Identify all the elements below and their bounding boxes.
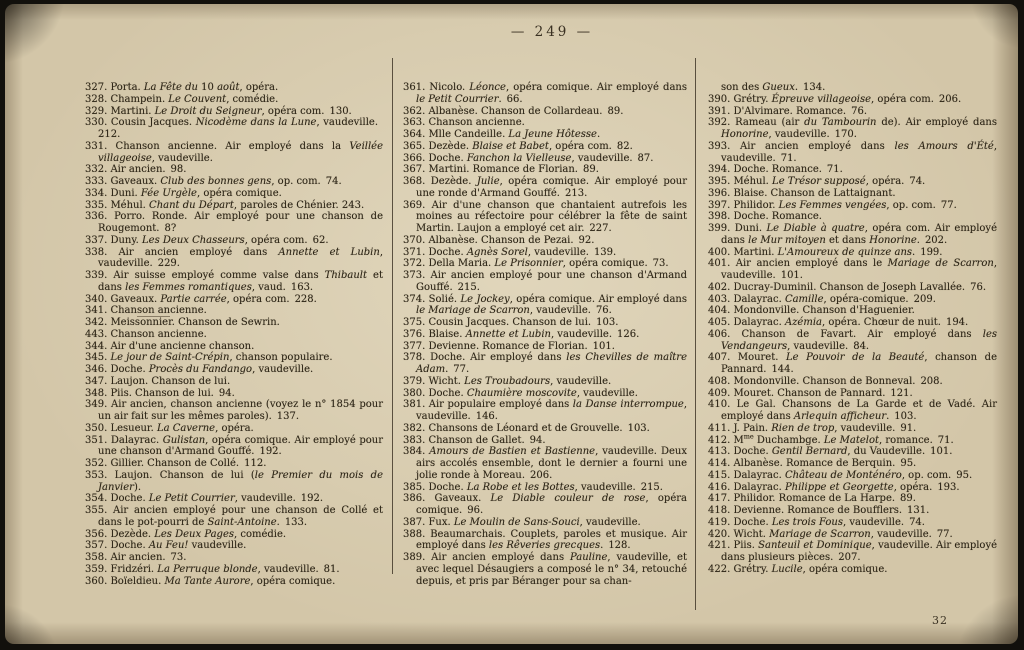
index-entry: 344. Air d'une ancienne chanson. — [85, 340, 255, 352]
index-entry: 354. Doche. Le Petit Courrier, vaudeville. 192. — [85, 493, 324, 505]
index-entry: 385. Doche. La Robe et les Bottes, vaudeville. 215. — [403, 481, 663, 493]
index-entry: 346. Doche. Procès du Fandango, vaudeville. — [85, 364, 314, 375]
index-entry: 415. Dalayrac. Château de Monténéro, op. com. 95. — [708, 469, 973, 481]
index-entry: 339. Air suisse employé comme valse dans Thibault et dans les Femmes romantiques, vaud. 163. — [85, 270, 383, 293]
column-divider-right — [695, 58, 696, 610]
index-entry: 373. Air ancien employé pour une chanson d'Armand Gouffé. 215. — [403, 270, 687, 293]
index-entry: 422. Grétry. Lucile, opéra comique. — [708, 563, 888, 575]
index-entry: 331. Chanson ancienne. Air employé dans la Veillée villageoise, vaudeville. — [85, 140, 383, 164]
index-entry: 338. Air ancien employé dans Annette et Lubin, vaudeville. 229. — [85, 246, 383, 270]
index-entry: 353. Laujon. Chanson de lui (le Premier du mois de Janvier). — [85, 469, 383, 493]
index-entry: son des Gueux. 134. — [721, 82, 826, 93]
index-entry: 416. Dalayrac. Philippe et Georgette, opéra. 193. — [708, 481, 960, 493]
index-entry: 347. Laujon. Chanson de lui. — [85, 375, 231, 387]
index-entry: 337. Duny. Les Deux Chasseurs, opéra com. 62. — [85, 234, 329, 246]
index-entry: 349. Air ancien, chanson ancienne (voyez le n° 1854 pour un air fait sur les mêmes paroles). 137. — [85, 399, 383, 422]
index-column-2 — [403, 82, 687, 587]
index-entry: 355. Air ancien employé pour une chanson de Collé et dans le pot-pourri de Saint-Antoine. 133. — [85, 505, 383, 528]
index-entry: 414. Albanèse. Romance de Berquin. 95. — [708, 458, 917, 469]
index-entry: 360. Boïeldieu. Ma Tante Aurore, opéra comique. — [85, 575, 336, 587]
index-entry: 413. Doche. Gentil Bernard, du Vaudeville. 101. — [708, 446, 953, 458]
index-entry: 368. Dezède. Julie, opéra comique. Air employé pour une ronde d'Armand Gouffé. 213. — [403, 176, 687, 199]
index-entry: 333. Gaveaux. Club des bonnes gens, op. com. 74. — [85, 176, 342, 187]
index-entry: 378. Doche. Air employé dans les Chevilles de maître Adam. 77. — [403, 352, 687, 375]
index-entry: 374. Solié. Le Jockey, opéra comique. Air employé dans le Mariage de Scarron, vaudeville. 76. — [403, 293, 687, 317]
index-entry: 390. Grétry. Épreuve villageoise, opéra com. 206. — [708, 93, 962, 105]
index-entry: 420. Wicht. Mariage de Scarron, vaudeville. 77. — [708, 528, 953, 540]
index-entry: 399. Duni. Le Diable à quatre, opéra com. Air employé dans le Mur mitoyen et dans Honorine. 202. — [708, 223, 997, 246]
index-entry: 401. Air ancien employé dans le Mariage de Scarron, vaudeville. 101. — [708, 258, 997, 281]
index-entry: 370. Albanèse. Chanson de Pezai. 92. — [403, 234, 595, 246]
index-entry: 366. Doche. Fanchon la Vielleuse, vaudeville. 87. — [403, 152, 654, 164]
index-entry: 362. Albanèse. Chanson de Collardeau. 89. — [403, 105, 624, 117]
signature-mark: 32 — [932, 614, 948, 627]
index-entry: 409. Mouret. Chanson de Pannard. 121. — [708, 387, 913, 399]
book-page — [5, 4, 1018, 644]
index-entry: 391. D'Alvimare. Romance. 76. — [708, 105, 868, 117]
index-entry: 400. Martini. L'Amoureux de quinze ans. 199. — [708, 246, 943, 258]
index-entry: 329. Martini. Le Droit du Seigneur, opéra com. 130. — [85, 105, 352, 117]
index-entry: 387. Fux. Le Moulin de Sans-Souci, vaudeville. — [403, 516, 641, 528]
index-entry: 379. Wicht. Les Troubadours, vaudeville. — [403, 375, 612, 387]
index-entry: 342. Meissonnier. Chanson de Sewrin. — [85, 317, 280, 328]
index-entry: 336. Porro. Ronde. Air employé pour une chanson de Rougemont. 8? — [85, 211, 383, 234]
index-entry: 348. Piis. Chanson de lui. 94. — [85, 387, 235, 399]
index-entry: 412. $M^{me}$ Duchambge. Le Matelot, romance. 71. — [708, 432, 954, 446]
index-entry: 334. Duni. Fée Urgèle, opéra comique. — [85, 187, 282, 199]
index-entry: 363. Chanson ancienne. — [403, 117, 525, 129]
index-entry: 376. Blaise. Annette et Lubin, vaudeville. 126. — [403, 328, 640, 340]
index-column-3 — [708, 82, 997, 576]
index-entry: 365. Dezède. Blaise et Babet, opéra com. 82. — [403, 140, 633, 152]
index-entry: 350. Lesueur. La Caverne, opéra. — [85, 422, 254, 434]
index-entry: 397. Philidor. Les Femmes vengées, op. com. 77. — [708, 199, 957, 211]
index-entry: 357. Doche. Au Feu! vaudeville. — [85, 540, 247, 552]
index-entry: 398. Doche. Romance. — [708, 211, 822, 223]
index-entry: 403. Dalayrac. Camille, opéra-comique. 209. — [708, 293, 936, 305]
index-entry: 328. Champein. Le Couvent, comédie. — [85, 93, 279, 105]
index-entry: 402. Ducray-Duminil. Chanson de Joseph Lavallée. 76. — [708, 281, 986, 293]
index-entry: 388. Beaumarchais. Couplets, paroles et musique. Air employé dans les Rêveries grecques. 128. — [403, 528, 687, 552]
index-entry: 393. Air ancien employé dans les Amours d'Été, vaudeville. 71. — [708, 140, 997, 164]
index-entry: 389. Air ancien employé dans Pauline, vaudeville, et avec lequel Désaugiers a composé le n° 34, retouché depuis, et pris par Béranger pour sa chan- — [403, 552, 687, 587]
index-entry: 351. Dalayrac. Gulistan, opéra comique. Air employé pour une chanson d'Armand Gouffé. 192. — [85, 434, 383, 458]
index-entry: 392. Rameau (air du Tambourin de). Air employé dans Honorine, vaudeville. 170. — [708, 117, 997, 140]
index-entry: 410. Le Gal. Chansons de La Garde et de Vadé. Air employé dans Arlequin afficheur. 103. — [708, 399, 997, 422]
index-entry: 417. Philidor. Romance de La Harpe. 89. — [708, 493, 916, 505]
page-number-header: — 249 — — [510, 24, 594, 40]
index-entry: 358. Air ancien. 73. — [85, 552, 187, 563]
index-entry: 375. Cousin Jacques. Chanson de lui. 103. — [403, 317, 619, 328]
index-entry: 341. Chanson ancienne. — [85, 305, 207, 317]
index-entry: 407. Mouret. Le Pouvoir de la Beauté, chanson de Pannard. 144. — [708, 352, 998, 375]
index-entry: 384. Amours de Bastien et Bastienne, vaudeville. Deux airs accolés ensemble, dont le dernier a fourni une jolie ronde à Moreau. 206. — [403, 446, 687, 481]
index-entry: 443. Chanson ancienne. — [85, 328, 207, 340]
index-entry: 405. Dalayrac. Azémia, opéra. Chœur de nuit. 194. — [708, 317, 969, 328]
index-entry: 404. Mondonville. Chanson d'Haguenier. — [708, 305, 915, 317]
index-entry: 418. Devienne. Romance de Boufflers. 131. — [708, 505, 930, 516]
index-entry: 371. Doche. Agnès Sorel, vaudeville. 139. — [403, 246, 617, 258]
index-entry: 386. Gaveaux. Le Diable couleur de rose, opéra comique. 96. — [403, 493, 687, 516]
index-entry: 356. Dezède. Les Deux Pages, comédie. — [85, 528, 287, 540]
index-entry: 419. Doche. Les trois Fous, vaudeville. 74. — [708, 516, 925, 528]
index-entry: 345. Le jour de Saint-Crépin, chanson populaire. — [85, 352, 333, 364]
index-column-1 — [85, 82, 383, 587]
index-entry: 381. Air populaire employé dans la Danse interrompue, vaudeville. 146. — [403, 399, 688, 422]
index-entry: 372. Della Maria. Le Prisonnier, opéra comique. 73. — [403, 258, 669, 270]
index-entry: 395. Méhul. Le Trésor supposé, opéra. 74. — [708, 176, 926, 187]
index-entry: 335. Méhul. Chant du Départ, paroles de Chénier. 243. — [85, 199, 365, 211]
index-entry: 352. Gillier. Chanson de Collé. 112. — [85, 458, 267, 469]
index-entry: 411. J. Pain. Rien de trop, vaudeville. 91. — [708, 422, 917, 434]
index-entry: 359. Fridzéri. La Perruque blonde, vaudeville. 81. — [85, 563, 340, 575]
index-entry: 382. Chansons de Léonard et de Grouvelle. 103. — [403, 422, 650, 434]
index-entry: 340. Gaveaux. Partie carrée, opéra com. 228. — [85, 293, 317, 305]
index-entry: 367. Martini. Romance de Florian. 89. — [403, 164, 599, 176]
index-entry: 369. Air d'une chanson que chantaient autrefois les moines au réfectoire pour célébrer la fête de saint Martin. Laujon a employé cet air. 227. — [403, 199, 687, 234]
column-divider-left — [392, 58, 393, 574]
index-entry: 396. Blaise. Chanson de Lattaignant. — [708, 187, 896, 199]
index-entry: 330. Cousin Jacques. Nicodème dans la Lune, vaudeville. 212. — [85, 117, 383, 140]
index-entry: 327. Porta. La Fête du 10 août, opéra. — [85, 82, 279, 93]
index-entry: 361. Nicolo. Léonce, opéra comique. Air employé dans le Petit Courrier. 66. — [403, 82, 687, 105]
index-entry: 383. Chanson de Gallet. 94. — [403, 434, 546, 446]
index-entry: 406. Chanson de Favart. Air employé dans les Vendangeurs, vaudeville. 84. — [708, 328, 997, 352]
index-entry: 332. Air ancien. 98. — [85, 164, 187, 176]
index-entry: 394. Doche. Romance. 71. — [708, 164, 843, 176]
index-entry: 364. Mlle Candeille. La Jeune Hôtesse. — [403, 129, 601, 140]
index-entry: 408. Mondonville. Chanson de Bonneval. 208. — [708, 375, 943, 387]
index-entry: 421. Piis. Santeuil et Dominique, vaudeville. Air employé dans plusieurs pièces. 207. — [708, 540, 998, 563]
index-entry: 380. Doche. Chaumière moscovite, vaudeville. — [403, 387, 638, 399]
index-entry: 377. Devienne. Romance de Florian. 101. — [403, 340, 615, 352]
